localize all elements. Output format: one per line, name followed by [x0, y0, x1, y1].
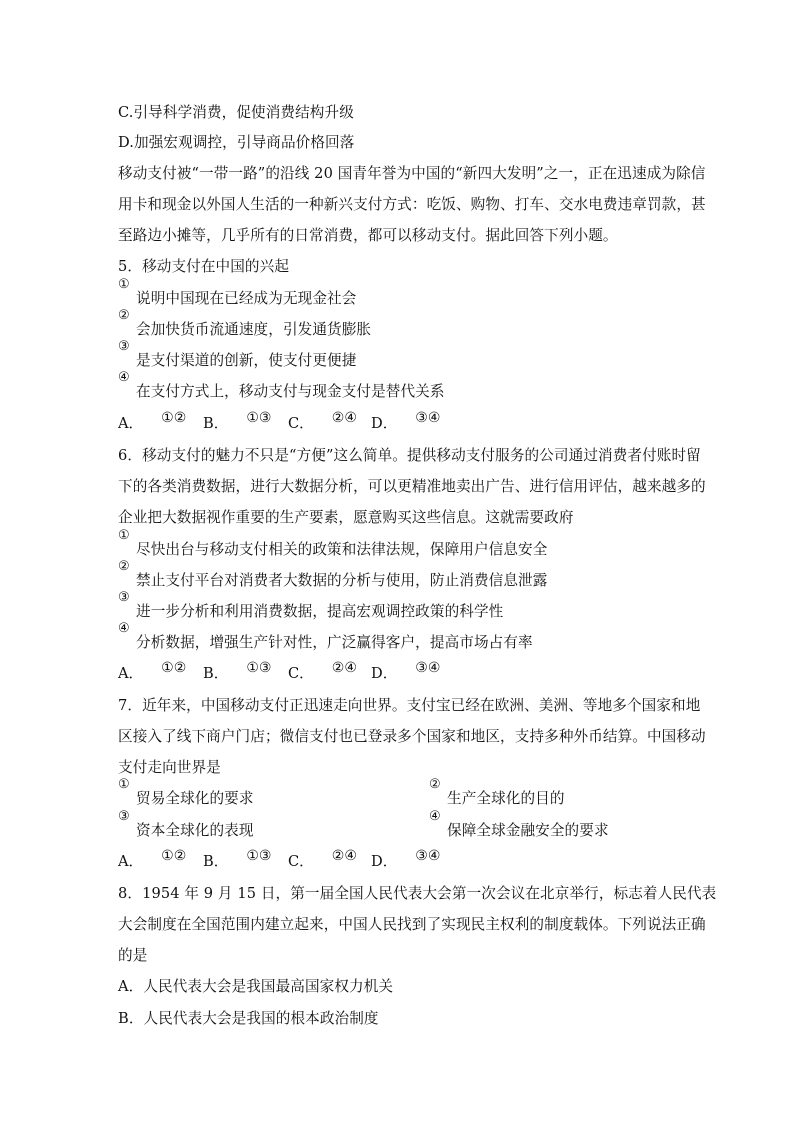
statement-text: 禁止支付平台对消费者大数据的分析与使用，防止消费信息泄露	[136, 572, 548, 589]
q7-option-d: D． ③④	[371, 848, 441, 870]
q5-option-a: A． ①②	[118, 410, 187, 432]
statement-text: 贸易全球化的要求	[136, 790, 254, 807]
q5-stem: 5．移动支付在中国的兴起	[118, 258, 290, 275]
q6-option-d: D． ③④	[371, 660, 441, 682]
statement-text: 尽快出台与移动支付相关的政策和法律法规，保障用户信息安全	[136, 541, 548, 558]
q7-option-a: A． ①②	[118, 848, 187, 870]
circled-number: ④	[429, 809, 441, 824]
circled-number: ③	[118, 339, 130, 354]
q5-option-c: C． ②④	[288, 410, 357, 432]
q8-option-b: B．人民代表大会是我国的根本政治制度	[118, 1010, 379, 1027]
intro-line-2: 用卡和现金以外国人生活的一种新兴支付方式：吃饭、购物、打车、交水电费违章罚款，甚	[118, 196, 706, 213]
q5-option-d: D． ③④	[371, 410, 441, 432]
q6-option-c: C． ②④	[288, 660, 357, 682]
q7-option-c: C． ②④	[288, 848, 357, 870]
q6-option-b: B． ①③	[203, 660, 272, 682]
q7-stem-line-1: 7．近年来，中国移动支付正迅速走向世界。支付宝已经在欧洲、美洲、等地多个国家和地	[118, 697, 701, 714]
option-c-text: C.引导科学消费，促使消费结构升级	[118, 104, 354, 121]
statement-text: 是支付渠道的创新，使支付更便捷	[136, 352, 357, 369]
q7-option-b: B． ①③	[203, 848, 272, 870]
circled-number: ①	[118, 777, 130, 792]
circled-number: ④	[118, 621, 130, 636]
q5-option-b: B． ①③	[203, 410, 272, 432]
q8-stem-line-1: 8．1954 年 9 月 15 日，第一届全国人民代表大会第一次会议在北京举行，标志着人民代表	[118, 885, 717, 902]
q8-option-a: A．人民代表大会是我国最高国家权力机关	[118, 978, 394, 995]
circled-number: ③	[118, 590, 130, 605]
circled-number: ③	[118, 809, 130, 824]
statement-text: 分析数据，增强生产针对性，广泛赢得客户，提高市场占有率	[136, 634, 533, 651]
q6-stem-line-1: 6．移动支付的魅力不只是“方便”这么简单。提供移动支付服务的公司通过消费者付账时留	[118, 447, 701, 464]
statement-text: 保障全球金融安全的要求	[447, 822, 609, 839]
option-d-text: D.加强宏观调控，引导商品价格回落	[118, 134, 355, 151]
q8-stem-line-2: 大会制度在全国范围内建立起来，中国人民找到了实现民主权利的制度载体。下列说法正确	[118, 916, 706, 933]
statement-text: 资本全球化的表现	[136, 822, 254, 839]
statement-text: 在支付方式上，移动支付与现金支付是替代关系	[136, 383, 445, 400]
statement-text: 生产全球化的目的	[447, 790, 565, 807]
circled-number: ②	[429, 777, 441, 792]
q7-stem-line-2: 区接入了线下商户门店；微信支付也已登录多个国家和地区，支持多种外币结算。中国移动	[118, 728, 706, 745]
q6-stem-line-3: 企业把大数据视作重要的生产要素，愿意购买这些信息。这就需要政府	[118, 509, 574, 526]
statement-text: 说明中国现在已经成为无现金社会	[136, 290, 357, 307]
q6-option-a: A． ①②	[118, 660, 187, 682]
circled-number: ②	[118, 559, 130, 574]
circled-number: ①	[118, 528, 130, 543]
intro-line-1: 移动支付被“一带一路”的沿线 20 国青年誉为中国的“新四大发明”之一，正在迅速成为除信	[118, 165, 706, 182]
circled-number: ①	[118, 277, 130, 292]
q6-stem-line-2: 下的各类消费数据，进行大数据分析，可以更精准地卖出广告、进行信用评估，越来越多的	[118, 478, 706, 495]
circled-number: ④	[118, 370, 130, 385]
statement-text: 进一步分析和利用消费数据，提高宏观调控政策的科学性	[136, 603, 504, 620]
intro-line-3: 至路边小摊等，几乎所有的日常消费，都可以移动支付。据此回答下列小题。	[118, 227, 618, 244]
statement-text: 会加快货币流通速度，引发通货膨胀	[136, 321, 372, 338]
q8-stem-line-3: 的是	[118, 947, 148, 964]
circled-number: ②	[118, 308, 130, 323]
q7-stem-line-3: 支付走向世界是	[118, 759, 221, 776]
